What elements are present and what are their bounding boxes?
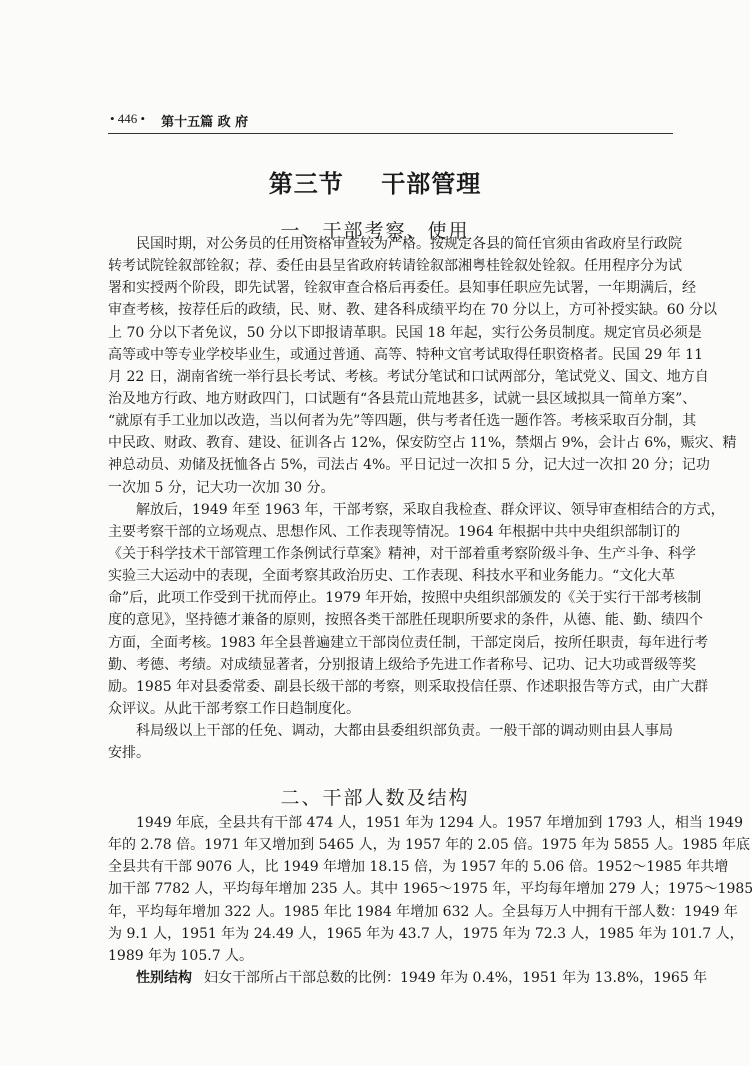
text-line — [108, 720, 673, 742]
line-text: 神总动员、劝储及抚恤各占 5%，司法占 4%。平日记过一次扣 5 分，记大过一次扣 20 分；记功 — [108, 457, 710, 474]
line-text: 众评议。从此干部考察工作日趋制度化。 — [108, 700, 360, 717]
text-line — [108, 388, 697, 410]
text-line — [108, 834, 750, 856]
text-line — [108, 654, 696, 676]
text-line — [108, 299, 717, 321]
line-text: 科局级以上干部的任免、调动，大都由县委组织部负责。一般干部的调动则由县人事局 — [136, 723, 673, 740]
text-line — [108, 543, 696, 565]
text-line — [108, 587, 702, 609]
subsection-body-1 — [108, 233, 737, 764]
text-line — [108, 454, 710, 476]
running-header — [110, 111, 248, 130]
line-text: 年的 2.78 倍。1971 年又增加到 5465 人，为 1957 年的 2.05 倍。1975 年为 5855 人。1985 年底 — [108, 837, 750, 854]
line-text: 署和实授两个阶段，即先试署，铨叙审查合格后再委任。县知事任职应先试署，一年期满后，经 — [108, 280, 696, 297]
text-line — [108, 344, 703, 366]
line-text: 一次加 5 分，记大功一次加 30 分。 — [108, 479, 335, 496]
line-text: 命”后，此项工作受到干扰而停止。1979 年开始，按照中央组织部颁发的《关于实行干部考核制 — [108, 590, 702, 607]
text-line — [108, 322, 702, 344]
line-text: 解放后，1949 年至 1963 年，干部考察，采取自我检查、群众评议、领导审查相结合的方式， — [136, 501, 725, 518]
part-title: 第十五篇 政 府 — [161, 115, 249, 130]
text-line — [108, 901, 738, 923]
line-text: 为 9.1 人，1951 年为 24.49 人，1965 年为 43.7 人，1975 年为 72.3 人，1985 年为 101.7 人， — [108, 925, 744, 942]
line-text: 勤、考德、考绩。对成绩显著者，分别报请上级给予先进工作者称号、记功、记大功或晋级等奖 — [108, 656, 696, 673]
text-line — [108, 233, 682, 255]
line-text: 度的意见》，坚持德才兼备的原则，按照各类干部胜任现职所要求的条件，从德、能、勤、绩四个 — [108, 612, 703, 629]
line-text: 主要考察干部的立场观点、思想作风、工作表现等情况。1964 年根据中共中央组织部制订的 — [108, 523, 681, 540]
line-text: 月 22 日，湖南省统一举行县长考试、考核。考试分笔试和口试两部分，笔试党义、国文、地方自 — [108, 368, 709, 385]
text-line — [108, 565, 676, 587]
text-line — [108, 499, 725, 521]
text-line — [108, 632, 709, 654]
line-text: “就原有手工业加以改造，当以何者为先”等四题，供与考者任选一题作答。考核采取百分制，其 — [108, 413, 697, 430]
line-text: 励。1985 年对县委常委、副县长级干部的考察，则采取投信任票、作述职报告等方式，由广大群 — [108, 678, 709, 695]
line-text: 实验三大运动中的表现，全面考察其政治历史、工作表现、科技水平和业务能力。“文化大革 — [108, 568, 676, 585]
section-title: 第三节 干部管理 — [268, 170, 482, 198]
run-in-heading: 性别结构 — [136, 969, 192, 986]
line-text: 全县共有干部 9076 人，比 1949 年增加 18.15 倍，为 1957 年的 5.06 倍。1952～1985 年共增 — [108, 859, 729, 876]
line-text: 方面，全面考核。1983 年全县普遍建立干部岗位责任制，干部定岗后，按所任职责，每年进行考 — [108, 634, 709, 651]
paragraph — [108, 812, 753, 967]
text-line — [108, 742, 673, 764]
line-text: 加干部 7782 人，平均每年增加 235 人。其中 1965～1975 年，平均每年增加 279 人；1975～1985 — [108, 881, 753, 898]
text-line — [108, 878, 753, 900]
subsection-heading-1: 一、干部考察、使用 — [280, 220, 470, 242]
paragraph — [108, 499, 725, 720]
line-text: 审查考核，按荐任后的政绩，民、财、教、建各科成绩平均在 70 分以上，方可补授实缺。60 分以 — [108, 302, 717, 319]
text-line — [108, 366, 709, 388]
text-line — [108, 432, 737, 454]
subsection-body-2 — [108, 812, 753, 989]
line-text: 上 70 分以下者免议，50 分以下即报请革职。民国 18 年起，实行公务员制度。规定官员必须是 — [108, 324, 702, 341]
line-text: 高等或中等专业学校毕业生，或通过普通、高等、特种文官考试取得任职资格者。民国 29 年 11 — [108, 346, 703, 363]
line-text: 《关于科学技术干部管理工作条例试行草案》精神，对干部着重考察阶级斗争、生产斗争、科学 — [108, 545, 696, 562]
text-line — [108, 812, 743, 834]
text-line — [108, 277, 696, 299]
text-line — [108, 477, 673, 499]
line-text: 安排。 — [108, 745, 150, 762]
text-line — [108, 967, 708, 989]
subsection-heading-2: 二、干部人数及结构 — [280, 787, 470, 809]
header-rule — [108, 133, 673, 134]
paragraph — [108, 720, 673, 764]
line-text: 转考试院铨叙部铨叙；荐、委任由县呈省政府转请铨叙部湘粤桂铨叙处铨叙。任用程序分为试 — [108, 258, 682, 275]
line-text: 中民政、财政、教育、建设、征训各占 12%，保安防空占 11%，禁烟占 9%，会计占 6%，赈灾、精 — [108, 435, 737, 452]
text-line — [108, 676, 709, 698]
text-line — [108, 698, 673, 720]
paragraph — [108, 233, 737, 499]
text-line — [108, 410, 697, 432]
page-number: • 446 • — [110, 111, 146, 126]
text-line — [108, 521, 681, 543]
text-line — [108, 923, 744, 945]
paragraph — [108, 967, 708, 989]
line-text: 民国时期，对公务员的任用资格审查较为严格。按规定各县的简任官须由省政府呈行政院 — [136, 236, 682, 252]
line-text: 年，平均每年增加 322 人。1985 年比 1984 年增加 632 人。全县每万人中拥有干部人数：1949 年 — [108, 903, 738, 920]
line-text: 1989 年为 105.7 人。 — [108, 947, 254, 964]
line-text: 1949 年底，全县共有干部 474 人，1951 年为 1294 人。1957 年增加到 1793 人，相当 1949 — [136, 815, 743, 831]
line-text: 妇女干部所占干部总数的比例：1949 年为 0.4%，1951 年为 13.8%，1965 年 — [204, 969, 708, 986]
text-line — [108, 609, 703, 631]
text-line — [108, 856, 729, 878]
text-line — [108, 945, 673, 967]
text-line — [108, 255, 682, 277]
line-text: 治及地方行政、地方财政四门，口试题有“各县荒山荒地甚多，试就一县区域拟具一简单方案”、 — [108, 390, 697, 407]
